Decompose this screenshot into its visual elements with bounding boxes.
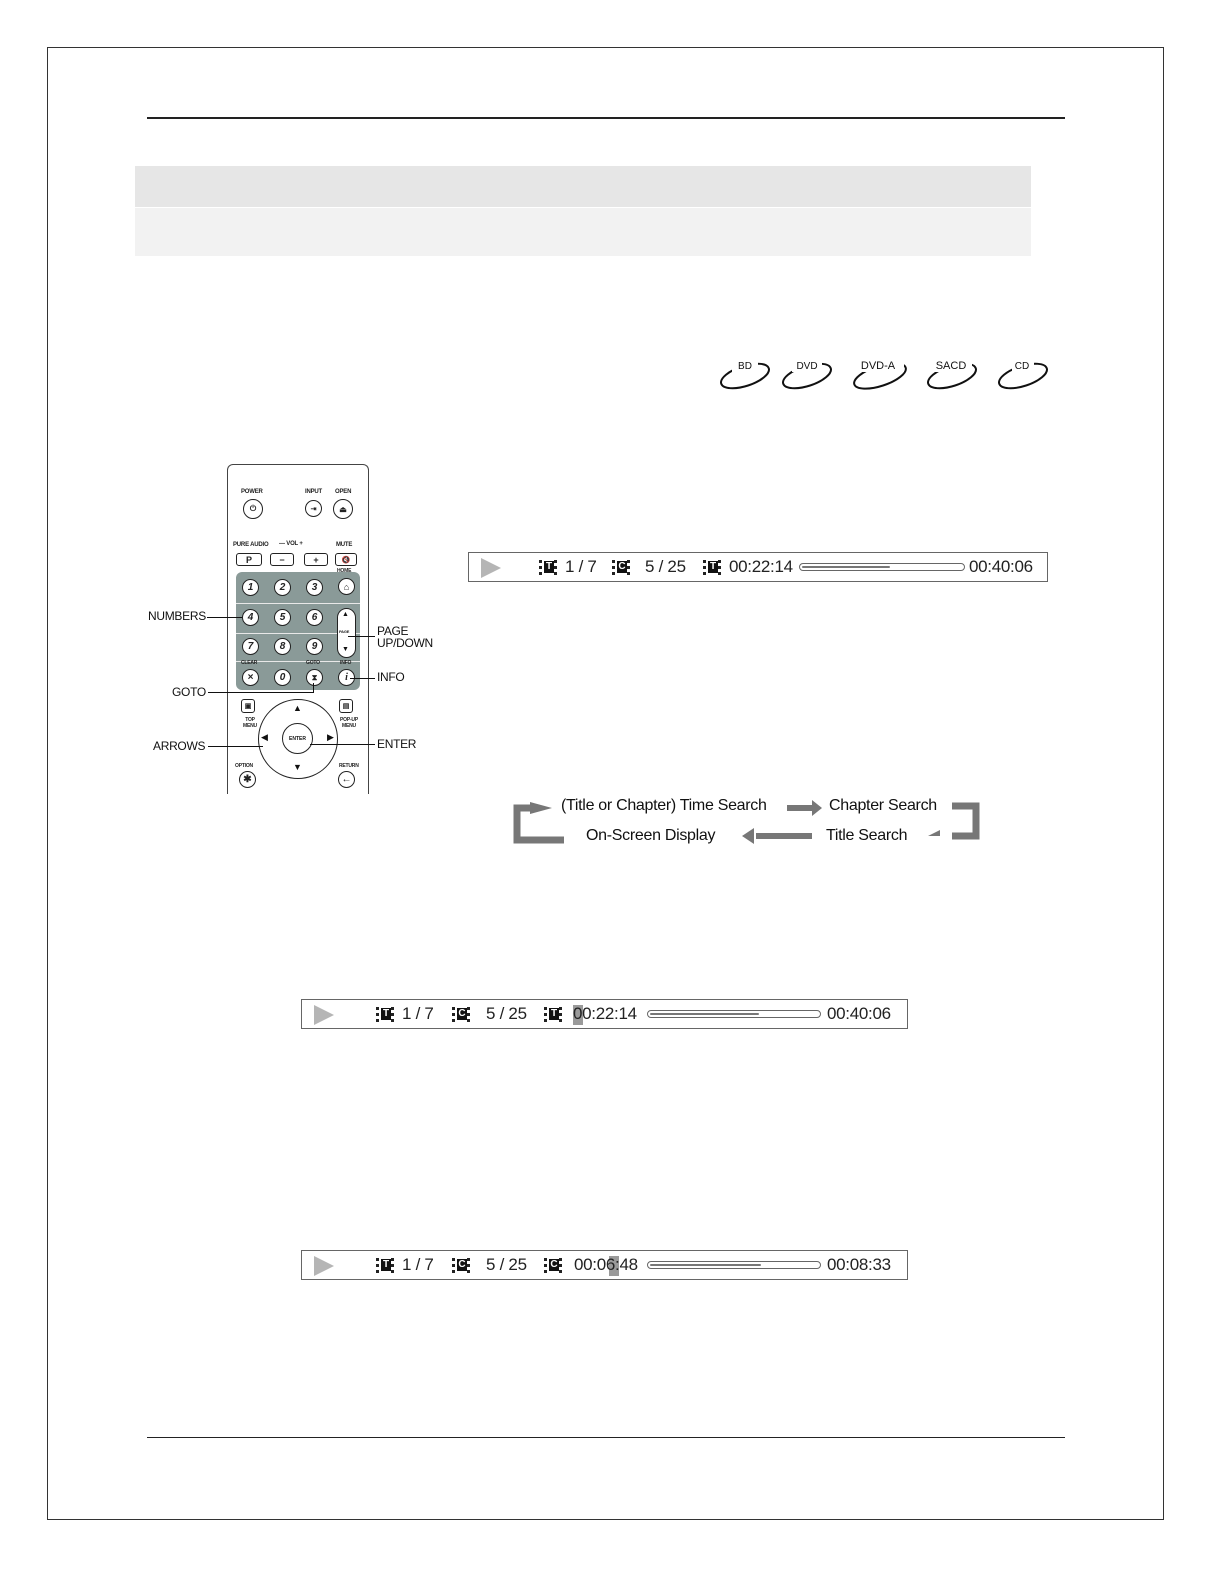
enter-callout: ENTER [377,737,417,751]
volume-down-button[interactable]: − [270,553,294,566]
disc-logo-bd [718,356,772,392]
svg-text:BD: BD [738,361,752,372]
option-label: OPTION [235,763,253,769]
number-4-button[interactable]: 4 [242,609,259,626]
open-button[interactable]: ⏏ [333,499,353,519]
total-time: 00:40:06 [969,557,1033,576]
page-updown-callout-line1: PAGE [377,624,409,638]
progress-bar [647,1010,821,1018]
goto-button[interactable]: ⧗ [306,669,323,686]
number-6-button[interactable]: 6 [306,609,323,626]
page-rocker[interactable] [337,608,356,658]
arrow-left-icon[interactable]: ◀ [261,732,268,742]
time-title-icon: T [544,1007,562,1022]
chapter-search-step: Chapter Search [829,797,937,814]
elapsed-time: 00:22:14 [573,1004,637,1023]
time-search-step: (Title or Chapter) Time Search [561,797,767,814]
return-button[interactable]: ← [338,771,355,788]
chapter-icon: C [612,560,630,575]
info-callout: INFO [377,670,405,684]
svg-text:CD: CD [1014,361,1030,372]
header-rule [147,117,1065,119]
elapsed-time: 00:06:48 [574,1255,638,1274]
title-icon: T [539,560,557,575]
navigation-pad[interactable] [258,699,338,779]
chapter-counter: 5 / 25 [486,1004,527,1023]
play-icon [481,558,501,578]
info-button[interactable]: i [338,669,355,686]
numbers-callout: NUMBERS [148,609,206,623]
osd-bar-display [468,552,1048,582]
time-chapter-icon: C [544,1258,562,1273]
progress-bar [799,563,965,571]
section-header-band [135,166,1031,207]
mute-button[interactable]: 🔇 [335,553,357,566]
title-search-step: Title Search [826,827,908,844]
chapter-icon: C [452,1258,470,1273]
elapsed-time: 00:22:14 [729,557,793,576]
number-1-button[interactable]: 1 [242,579,259,596]
page-up-icon[interactable]: ▲ [342,611,349,618]
title-icon: T [376,1258,394,1273]
top-menu-label: TOP MENU [243,717,257,729]
goto-label: GOTO [306,660,320,666]
home-button[interactable]: ⌂ [338,578,355,595]
disc-logo-dvd [780,356,834,392]
vol-label: — VOL + [279,541,303,547]
play-icon [314,1256,334,1276]
arrows-callout: ARROWS [153,739,206,753]
disc-logo-cd [996,356,1050,392]
power-button[interactable]: ⏻ [243,499,263,519]
number-2-button[interactable]: 2 [274,579,291,596]
page-frame [47,47,1164,1520]
title-counter: 1 / 7 [565,557,597,576]
arrow-right-icon[interactable]: ▶ [327,732,334,742]
option-button[interactable]: ✱ [239,771,256,788]
osd-bar-chapter-time-search [301,1250,908,1280]
goto-callout: GOTO [172,685,206,699]
title-counter: 1 / 7 [402,1004,434,1023]
page-down-icon[interactable]: ▼ [342,646,349,653]
number-0-button[interactable]: 0 [274,669,291,686]
on-screen-display-step: On-Screen Display [586,827,716,844]
chapter-counter: 5 / 25 [486,1255,527,1274]
input-label: INPUT [305,489,323,495]
total-time: 00:08:33 [827,1255,891,1274]
input-button[interactable]: ⇥ [305,500,322,517]
play-icon [314,1005,334,1025]
chapter-icon: C [452,1007,470,1022]
pure-audio-button[interactable]: P [236,553,262,566]
mute-label: MUTE [336,542,353,548]
arrow-up-icon[interactable]: ▲ [293,703,302,713]
svg-text:DVD: DVD [796,361,818,372]
chapter-counter: 5 / 25 [645,557,686,576]
number-9-button[interactable]: 9 [306,638,323,655]
clear-button[interactable]: × [242,669,259,686]
total-time: 00:40:06 [827,1004,891,1023]
page-label: PAGE [339,629,350,634]
arrow-down-icon[interactable]: ▼ [293,762,302,772]
progress-fill [650,1264,761,1266]
return-label: RETURN [339,763,359,769]
top-menu-button[interactable]: ▣ [241,699,255,713]
title-counter: 1 / 7 [402,1255,434,1274]
open-label: OPEN [335,489,352,495]
volume-up-button[interactable]: + [304,553,328,566]
home-label: HOME [337,568,352,574]
popup-menu-button[interactable]: ▤ [339,699,353,713]
progress-fill [802,566,890,568]
power-label: POWER [241,489,263,495]
title-icon: T [376,1007,394,1022]
disc-logo-dvd-a [850,356,910,392]
info-label: INFO [340,660,352,666]
pure-audio-label: PURE AUDIO [233,542,269,548]
number-8-button[interactable]: 8 [274,638,291,655]
number-5-button[interactable]: 5 [274,609,291,626]
enter-button[interactable]: ENTER [282,723,313,754]
footer-rule [147,1437,1065,1438]
number-7-button[interactable]: 7 [242,638,259,655]
osd-bar-title-time-search [301,999,908,1029]
disc-logo-sacd [924,356,980,392]
progress-fill [650,1013,759,1015]
number-3-button[interactable]: 3 [306,579,323,596]
svg-text:DVD-A: DVD-A [860,360,896,372]
progress-bar [647,1261,821,1269]
svg-text:SACD: SACD [935,360,967,372]
time-title-icon: T [703,560,721,575]
popup-menu-label: POP-UP MENU [340,717,358,729]
page-updown-callout-line2: UP/DOWN [377,636,433,650]
section-subheader-band [135,208,1031,256]
clear-label: CLEAR [241,660,258,666]
